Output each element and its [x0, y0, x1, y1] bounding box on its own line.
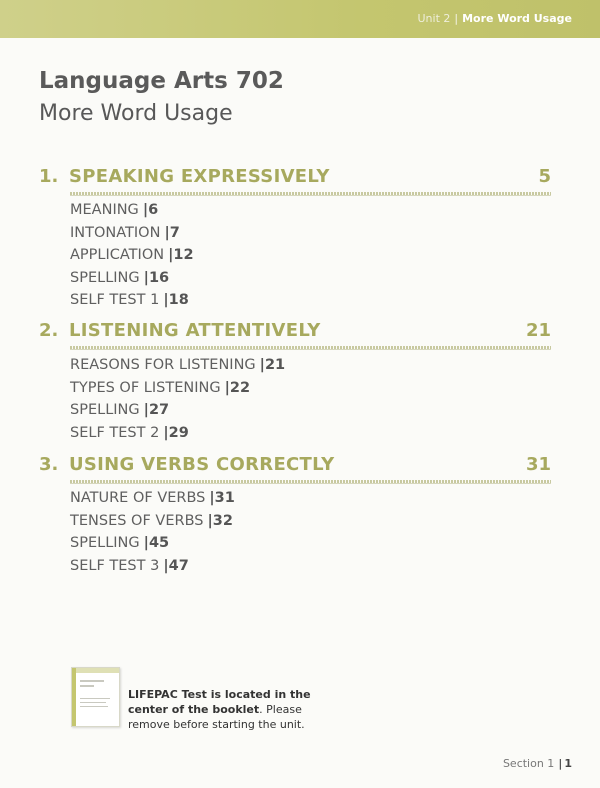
entry-page: 21: [264, 357, 286, 373]
thumbnail-line: [80, 706, 108, 707]
section-heading-2: [39, 320, 551, 350]
entry-separator: |: [163, 557, 169, 574]
section-title: SPEAKING EXPRESSIVELY: [69, 166, 330, 187]
entry-separator: |: [259, 357, 265, 373]
header-separator: |: [454, 12, 459, 25]
entry-page: 29: [168, 424, 189, 441]
header-unit-name: More Word Usage: [462, 12, 572, 25]
thumbnail-band: [76, 668, 119, 673]
entry-separator: |: [143, 402, 149, 418]
footer-separator: |: [558, 757, 563, 770]
toc-entry: [70, 490, 235, 513]
note-regular-text: . Please remove before starting the unit.: [128, 703, 305, 731]
entry-separator: |: [163, 424, 169, 441]
entry-label: TYPES OF LISTENING: [70, 379, 221, 396]
section-number: 2.: [39, 320, 59, 341]
entry-page: 32: [212, 512, 233, 529]
entry-page: 47: [168, 557, 189, 574]
toc-entry: [70, 425, 285, 448]
entry-separator: |: [142, 202, 149, 218]
footer-page-number: 1: [564, 757, 572, 770]
entry-page: 18: [168, 292, 189, 308]
section-divider: [70, 346, 551, 350]
page-subtitle: More Word Usage: [39, 101, 233, 126]
section-title: USING VERBS CORRECTLY: [69, 454, 335, 475]
toc-entry: [70, 402, 285, 425]
page-footer: [503, 757, 572, 770]
entry-separator: |: [224, 379, 230, 396]
section-page-number: 5: [538, 166, 551, 187]
toc-entry: [70, 558, 235, 581]
section-2-entries: [70, 357, 285, 447]
entry-label: REASONS FOR LISTENING: [70, 357, 256, 373]
section-divider: [70, 192, 551, 196]
toc-entry: [70, 202, 194, 225]
entry-separator: |: [207, 512, 213, 529]
toc-entry: [70, 380, 285, 403]
entry-separator: |: [143, 269, 149, 286]
thumbnail-line: [80, 680, 104, 682]
thumbnail-line: [80, 698, 110, 699]
section-heading-3: [39, 454, 551, 484]
entry-label: MEANING: [70, 202, 139, 218]
entry-page: 45: [148, 535, 170, 551]
entry-label: SELF TEST 2: [70, 424, 160, 441]
section-divider: [70, 480, 551, 484]
entry-label: SPELLING: [70, 402, 140, 418]
section-title: LISTENING ATTENTIVELY: [69, 320, 321, 341]
entry-label: SELF TEST 3: [70, 557, 160, 574]
thumbnail-spine: [72, 668, 76, 726]
toc-entry: [70, 292, 194, 315]
entry-separator: |: [163, 292, 169, 308]
entry-page: 31: [214, 490, 235, 506]
thumbnail-line: [80, 685, 94, 687]
toc-entry: [70, 247, 194, 270]
running-header: [418, 12, 573, 25]
section-1-entries: [70, 202, 194, 315]
booklet-thumbnail-icon: [71, 667, 120, 727]
thumbnail-line: [80, 702, 106, 703]
entry-separator: |: [164, 224, 170, 241]
section-page-number: 31: [525, 454, 551, 475]
entry-page: 6: [148, 202, 159, 218]
entry-label: TENSES OF VERBS: [70, 512, 204, 529]
entry-page: 16: [148, 269, 170, 286]
entry-label: INTONATION: [70, 224, 161, 241]
toc-entry: [70, 270, 194, 293]
section-page-number: 21: [525, 320, 551, 341]
section-3-entries: [70, 490, 235, 580]
entry-page: 22: [229, 379, 251, 396]
section-number: 1.: [39, 166, 59, 187]
section-heading-1: [39, 166, 551, 196]
toc-entry: [70, 357, 285, 380]
entry-separator: |: [168, 247, 174, 263]
section-number: 3.: [39, 454, 59, 475]
toc-entry: [70, 225, 194, 248]
toc-entry: [70, 535, 235, 558]
entry-separator: |: [209, 490, 215, 506]
entry-page: 27: [148, 402, 170, 418]
lifepac-test-note: [128, 687, 313, 732]
page-title: Language Arts 702: [39, 68, 284, 94]
header-band: [0, 0, 600, 38]
footer-section-label: Section 1: [502, 757, 555, 770]
entry-label: SPELLING: [70, 269, 140, 286]
note-bold-text: LIFEPAC Test is located in the center of the booklet: [128, 688, 311, 716]
header-unit: Unit 2: [417, 12, 451, 25]
toc-entry: [70, 513, 235, 536]
entry-label: APPLICATION: [70, 247, 165, 263]
entry-label: NATURE OF VERBS: [70, 490, 206, 506]
entry-separator: |: [143, 535, 149, 551]
entry-page: 7: [169, 224, 180, 241]
entry-page: 12: [173, 247, 194, 263]
entry-label: SELF TEST 1: [70, 292, 160, 308]
entry-label: SPELLING: [70, 535, 140, 551]
